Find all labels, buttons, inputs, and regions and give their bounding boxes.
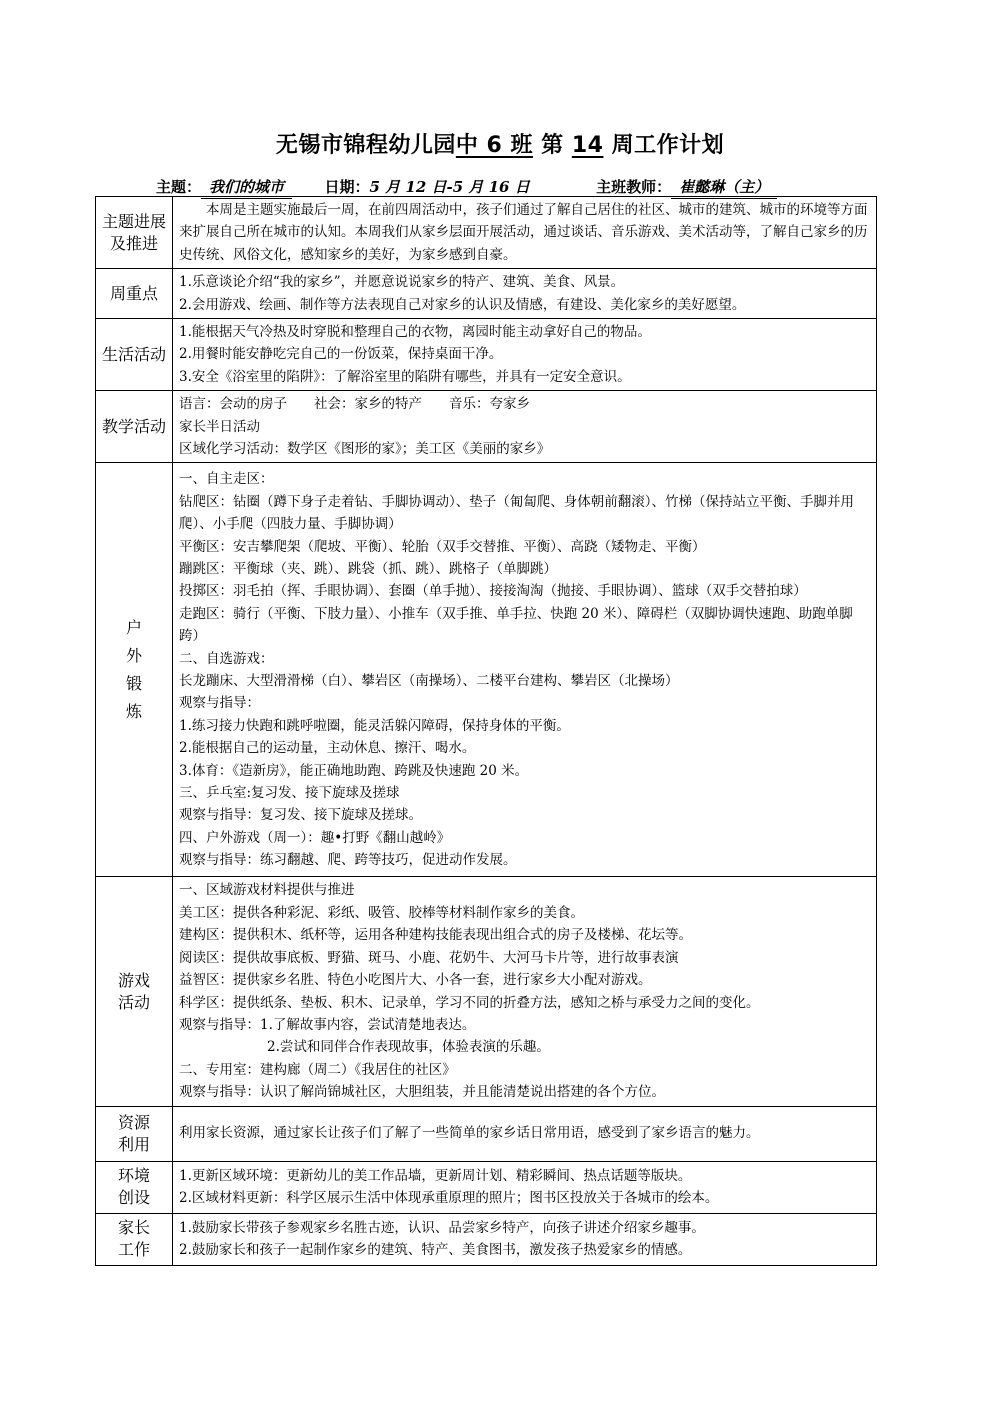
list-item: 长龙蹦床、大型滑滑梯（白）、攀岩区（南操场）、二楼平台建构、攀岩区（北操场） <box>179 672 679 689</box>
list-item: 1.练习接力快跑和跳呼啦圈，能灵活躲闪障碍，保持身体的平衡。 <box>179 717 570 734</box>
list-item: 二、自选游戏： <box>179 650 274 667</box>
list-item: 2.用餐时能安静吃完自己的一份饭菜，保持桌面干净。 <box>179 346 503 363</box>
list-item: 平衡区：安吉攀爬架（爬坡、平衡）、轮胎（双手交替推、平衡）、高跷（矮物走、平衡） <box>179 538 706 555</box>
list-item: 阅读区：提供故事底板、野猫、斑马、小鹿、花奶牛、大河马卡片等，进行故事表演 <box>179 949 679 966</box>
week-prefix: 第 <box>541 133 564 158</box>
list-item: 一、区域游戏材料提供与推进 <box>179 882 355 899</box>
list-item: 2.会用游戏、绘画、制作等方法表现自己对家乡的认识及情感，有建设、美化家乡的美好愿望。 <box>179 296 746 313</box>
theme-value: 我们的城市 <box>201 176 292 199</box>
list-item: 1.更新区域环境：更新幼儿的美工作品墙，更新周计划、精彩瞬间、热点话题等版块。 <box>179 1167 692 1184</box>
list-item: 2.区域材料更新：科学区展示生活中体现承重原理的照片；图书区投放关于各城市的绘本。 <box>179 1190 719 1207</box>
list-item: 3.体育：《造新房》，能正确地助跑、跨跳及快速跑 20 米。 <box>179 762 529 779</box>
list-item: 观察与指导：练习翻越、爬、跨等技巧，促进动作发展。 <box>179 852 517 869</box>
list-item: 2.鼓励家长和孩子一起制作家乡的建筑、特产、美食图书，激发孩子热爱家乡的情感。 <box>179 1242 692 1259</box>
list-item: 1.鼓励家长带孩子参观家乡名胜古迹，认识、品尝家乡特产，向孩子讲述介绍家乡趣事。 <box>179 1219 705 1236</box>
row-games <box>96 877 877 1106</box>
list-item: 科学区：提供纸条、垫板、积木、记录单，学习不同的折叠方法，感知之桥与承受力之间的变化。 <box>179 994 760 1011</box>
row-environment <box>96 1161 877 1213</box>
list-item: 投掷区：羽毛拍（挥、手眼协调）、套圈（单手抛）、接接淘淘（抛接、手眼协调）、篮球（双手交替拍球） <box>179 583 807 600</box>
row-teaching <box>96 391 877 463</box>
date-value: 5 月 12 日-5 月 16 日 <box>369 178 530 196</box>
row-focus <box>96 269 877 319</box>
list-item: 四、户外游戏（周一）：趣•打野《翻山越岭》 <box>179 829 451 846</box>
row-label: 主题进展及推进 <box>96 197 173 269</box>
weekly-plan-table <box>95 196 877 1266</box>
list-item: 钻爬区：钻圈（蹲下身子走着钻、手脚协调动）、垫子（匍匐爬、身体朝前翻滚）、竹梯（保持站立平衡、手脚并用爬）、小手爬（四肢力量、手脚协调） <box>179 493 854 533</box>
list-item: 2.尝试和同伴合作表现故事，体验表演的乐趣。 <box>267 1039 550 1056</box>
progress-text: 本周是主题实施最后一周，在前四周活动中，孩子们通过了解自己居住的社区、城市的建筑、城市的环境等方面来扩展自己所在城市的认知。本周我们从家乡层面开展活动，通过谈话、音乐游戏、美术活动等，了解自己家乡的历史传统、风俗文化，感知家乡的美好，为家乡感到自豪。 <box>179 202 868 263</box>
row-resources <box>96 1106 877 1161</box>
row-label: 户外锻炼 <box>96 463 173 877</box>
row-label: 游戏活动 <box>96 877 173 1106</box>
row-content <box>173 319 877 391</box>
row-label: 教学活动 <box>96 391 173 463</box>
row-content <box>173 463 877 877</box>
list-item: 利用家长资源，通过家长让孩子们了解了一些简单的家乡话日常用语，感受到了家乡语言的魅力。 <box>179 1125 760 1142</box>
row-content <box>173 197 877 269</box>
row-label: 环境创设 <box>96 1161 173 1213</box>
list-item: 1.乐意谈论介绍“我的家乡”，并愿意说说家乡的特产、建筑、美食、风景。 <box>179 274 625 291</box>
row-content <box>173 1213 877 1265</box>
row-content <box>173 1161 877 1213</box>
row-outdoor <box>96 463 877 877</box>
list-item: 一、自主走区： <box>179 471 274 488</box>
row-content <box>173 269 877 319</box>
list-item: 1.能根据天气冷热及时穿脱和整理自己的衣物，离园时能主动拿好自己的物品。 <box>179 324 651 341</box>
list-item: 2.能根据自己的运动量，主动休息、擦汗、喝水。 <box>179 740 476 757</box>
title-prefix: 无锡市锦程幼儿园 <box>275 133 456 158</box>
list-item: 蹦跳区：平衡球（夹、跳）、跳袋（抓、跳）、跳格子（单脚跳） <box>179 560 557 577</box>
row-content <box>173 877 877 1106</box>
list-item: 观察与指导：1.了解故事内容，尝试清楚地表达。 <box>179 1016 476 1033</box>
list-item: 观察与指导：复习发、接下旋球及搓球。 <box>179 807 422 824</box>
row-progress <box>96 197 877 269</box>
row-label: 家长工作 <box>96 1213 173 1265</box>
row-parents <box>96 1213 877 1265</box>
theme-label: 主题： <box>156 178 202 196</box>
list-item: 区域化学习活动：数学区《图形的家》；美工区《美丽的家乡》 <box>179 441 551 458</box>
page-title <box>0 128 1000 159</box>
date-label: 日期： <box>324 178 370 196</box>
list-item: 观察与指导： <box>179 695 260 712</box>
row-life <box>96 319 877 391</box>
row-label: 资源利用 <box>96 1106 173 1161</box>
teacher-value: 崔懿琳（主） <box>671 176 777 199</box>
list-item: 建构区：提供积木、纸杯等，运用各种建构技能表现出组合式的房子及楼梯、花坛等。 <box>179 927 692 944</box>
list-item: 语言：会动的房子 社会：家乡的特产 音乐：夸家乡 <box>179 396 530 413</box>
list-item: 3.安全《浴室里的陷阱》：了解浴室里的陷阱有哪些，并具有一定安全意识。 <box>179 368 631 385</box>
list-item: 家长半日活动 <box>179 418 260 435</box>
list-item: 走跑区：骑行（平衡、下肢力量）、小推车（双手推、单手拉、快跑 20 米）、障碍栏（双脚协调快速跑、助跑单脚跨） <box>179 605 853 645</box>
row-content <box>173 1106 877 1161</box>
row-label: 生活活动 <box>96 319 173 391</box>
list-item: 美工区：提供各种彩泥、彩纸、吸管、胶棒等材料制作家乡的美食。 <box>179 904 584 921</box>
title-suffix: 周工作计划 <box>611 133 725 158</box>
list-item: 观察与指导：认识了解尚锦城社区，大胆组装，并且能清楚说出搭建的各个方位。 <box>179 1084 665 1101</box>
list-item: 二、专用室：建构廊（周二）《我居住的社区》 <box>179 1061 456 1078</box>
list-item: 益智区：提供家乡名胜、特色小吃图片大、小各一套，进行家乡大小配对游戏。 <box>179 972 652 989</box>
week-number: 14 <box>571 133 604 158</box>
class-name: 中 6 班 <box>455 133 533 158</box>
row-label: 周重点 <box>96 269 173 319</box>
row-content <box>173 391 877 463</box>
list-item: 三、乒乓室:复习发、接下旋球及搓球 <box>179 785 400 801</box>
teacher-label: 主班教师： <box>596 178 672 196</box>
